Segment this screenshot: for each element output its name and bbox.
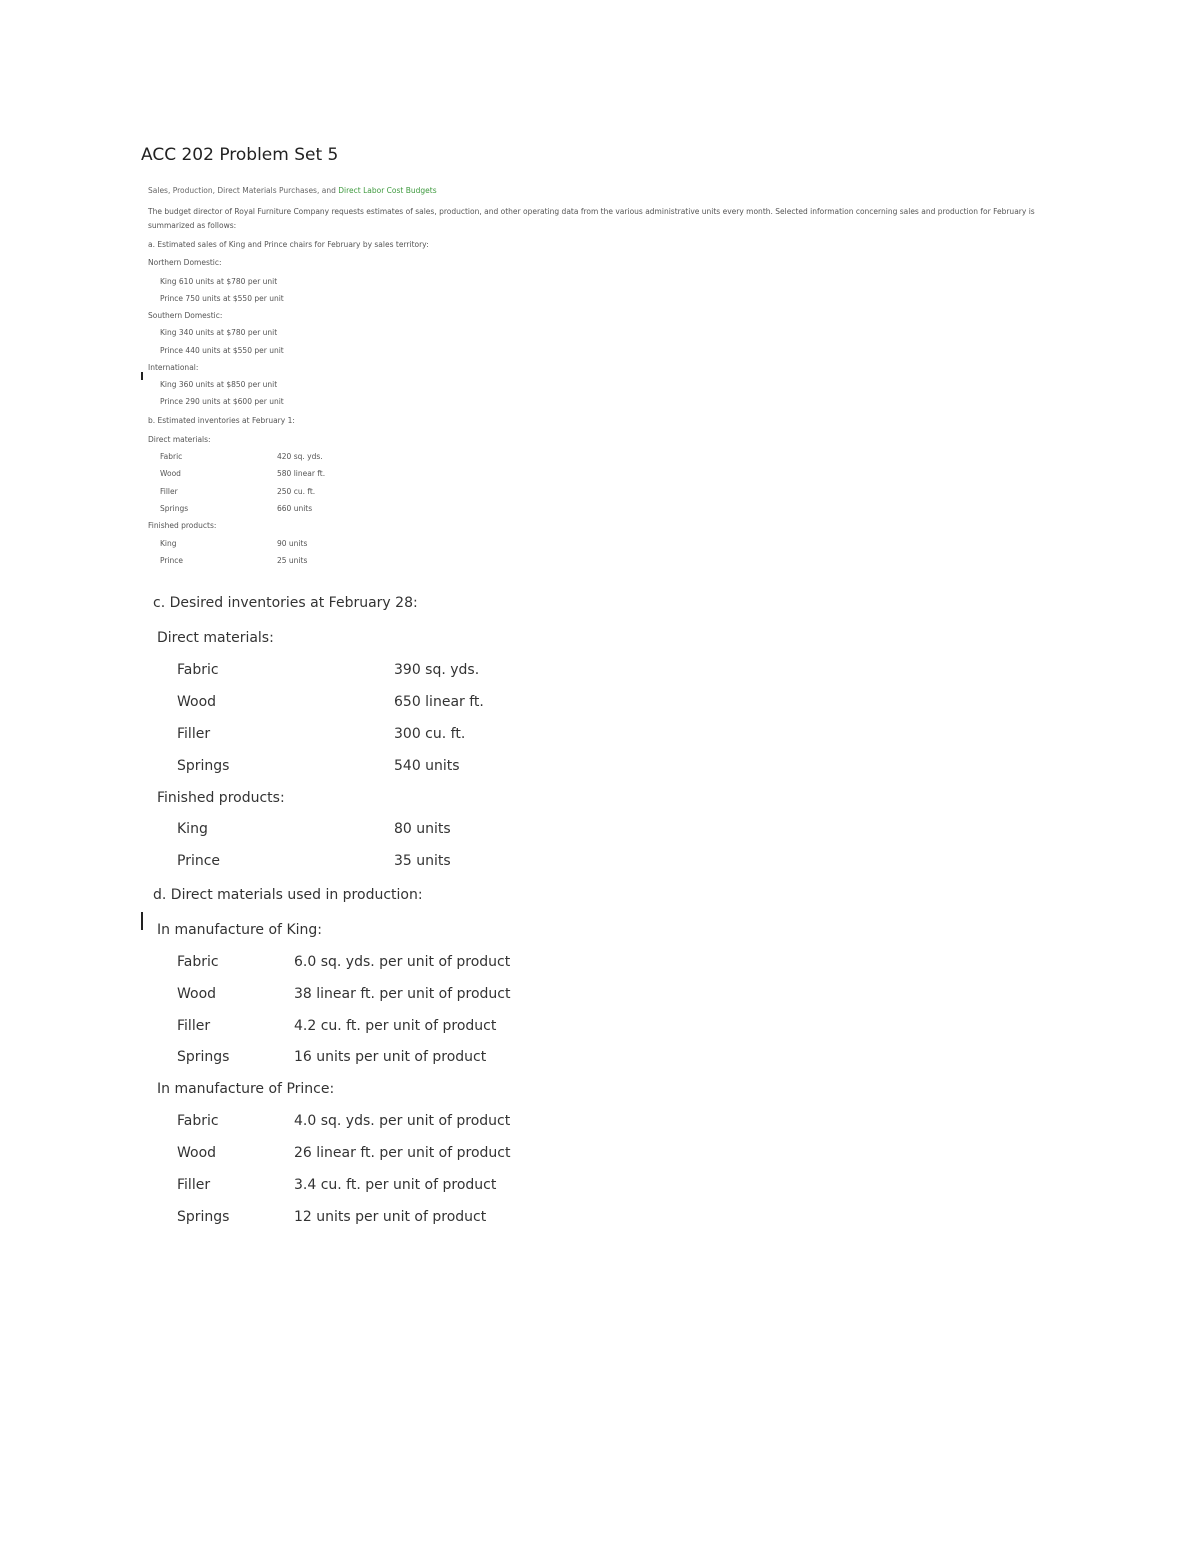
material-value: 540 units bbox=[394, 758, 460, 774]
product-name: King bbox=[160, 539, 177, 548]
territory-line: Prince 440 units at $550 per unit bbox=[160, 346, 284, 355]
finished-products-label: Finished products: bbox=[148, 521, 217, 530]
material-usage: 6.0 sq. yds. per unit of product bbox=[294, 954, 511, 970]
prince-label: In manufacture of Prince: bbox=[157, 1081, 335, 1097]
territory-name: Northern Domestic: bbox=[148, 258, 222, 267]
cursor-mark bbox=[141, 372, 143, 380]
subtitle-text: Sales, Production, Direct Materials Purchases, and bbox=[148, 186, 336, 195]
material-usage: 12 units per unit of product bbox=[294, 1209, 487, 1225]
direct-materials-label: Direct materials: bbox=[157, 630, 274, 646]
material-name: Wood bbox=[177, 694, 217, 710]
territory-line: Prince 290 units at $600 per unit bbox=[160, 397, 284, 406]
section-d-heading: d. Direct materials used in production: bbox=[153, 887, 423, 903]
king-label: In manufacture of King: bbox=[157, 922, 322, 938]
material-usage: 16 units per unit of product bbox=[294, 1049, 487, 1065]
direct-materials-label: Direct materials: bbox=[148, 435, 211, 444]
material-name: Filler bbox=[160, 487, 178, 496]
subtitle bbox=[148, 186, 437, 195]
product-value: 35 units bbox=[394, 853, 451, 869]
material-name: Springs bbox=[177, 1209, 230, 1225]
territory-name: Southern Domestic: bbox=[148, 311, 223, 320]
material-name: Springs bbox=[160, 504, 189, 513]
territory-line: King 340 units at $780 per unit bbox=[160, 328, 278, 337]
material-name: Wood bbox=[177, 1145, 217, 1161]
material-name: Filler bbox=[177, 1177, 211, 1193]
material-name: Fabric bbox=[160, 452, 183, 461]
cursor-mark bbox=[141, 912, 143, 930]
material-usage: 4.0 sq. yds. per unit of product bbox=[294, 1113, 511, 1129]
territory-name: International: bbox=[148, 363, 199, 372]
material-name: Fabric bbox=[177, 1113, 219, 1129]
material-name: Fabric bbox=[177, 662, 219, 678]
material-value: 390 sq. yds. bbox=[394, 662, 480, 678]
material-name: Wood bbox=[160, 469, 181, 478]
product-name: King bbox=[177, 821, 208, 837]
material-usage: 26 linear ft. per unit of product bbox=[294, 1145, 511, 1161]
product-name: Prince bbox=[160, 556, 184, 565]
section-c-heading: c. Desired inventories at February 28: bbox=[153, 595, 418, 611]
product-value: 90 units bbox=[277, 539, 308, 548]
material-value: 250 cu. ft. bbox=[277, 487, 316, 496]
territory-line: Prince 750 units at $550 per unit bbox=[160, 294, 284, 303]
material-value: 420 sq. yds. bbox=[277, 452, 323, 461]
material-name: Springs bbox=[177, 1049, 230, 1065]
material-value: 300 cu. ft. bbox=[394, 726, 466, 742]
territory-line: King 360 units at $850 per unit bbox=[160, 380, 278, 389]
material-value: 580 linear ft. bbox=[277, 469, 326, 478]
product-value: 25 units bbox=[277, 556, 308, 565]
product-value: 80 units bbox=[394, 821, 451, 837]
finished-products-label: Finished products: bbox=[157, 790, 285, 806]
material-name: Filler bbox=[177, 726, 211, 742]
page-title: ACC 202 Problem Set 5 bbox=[141, 145, 339, 165]
section-b-heading: b. Estimated inventories at February 1: bbox=[148, 416, 295, 425]
material-name: Springs bbox=[177, 758, 230, 774]
subtitle-link[interactable]: Direct Labor Cost Budgets bbox=[338, 186, 437, 195]
material-name: Filler bbox=[177, 1018, 211, 1034]
material-name: Fabric bbox=[177, 954, 219, 970]
product-name: Prince bbox=[177, 853, 221, 869]
material-usage: 38 linear ft. per unit of product bbox=[294, 986, 511, 1002]
intro-paragraph: The budget director of Royal Furniture Company requests estimates of sales, production, and other operating data from the various administrative units every month. Selected information concerning sales and production for February is summarized as follows: bbox=[148, 207, 1035, 230]
material-usage: 4.2 cu. ft. per unit of product bbox=[294, 1018, 497, 1034]
material-value: 650 linear ft. bbox=[394, 694, 484, 710]
material-name: Wood bbox=[177, 986, 217, 1002]
section-a-heading: a. Estimated sales of King and Prince chairs for February by sales territory: bbox=[148, 240, 429, 249]
material-usage: 3.4 cu. ft. per unit of product bbox=[294, 1177, 497, 1193]
material-value: 660 units bbox=[277, 504, 313, 513]
territory-line: King 610 units at $780 per unit bbox=[160, 277, 278, 286]
